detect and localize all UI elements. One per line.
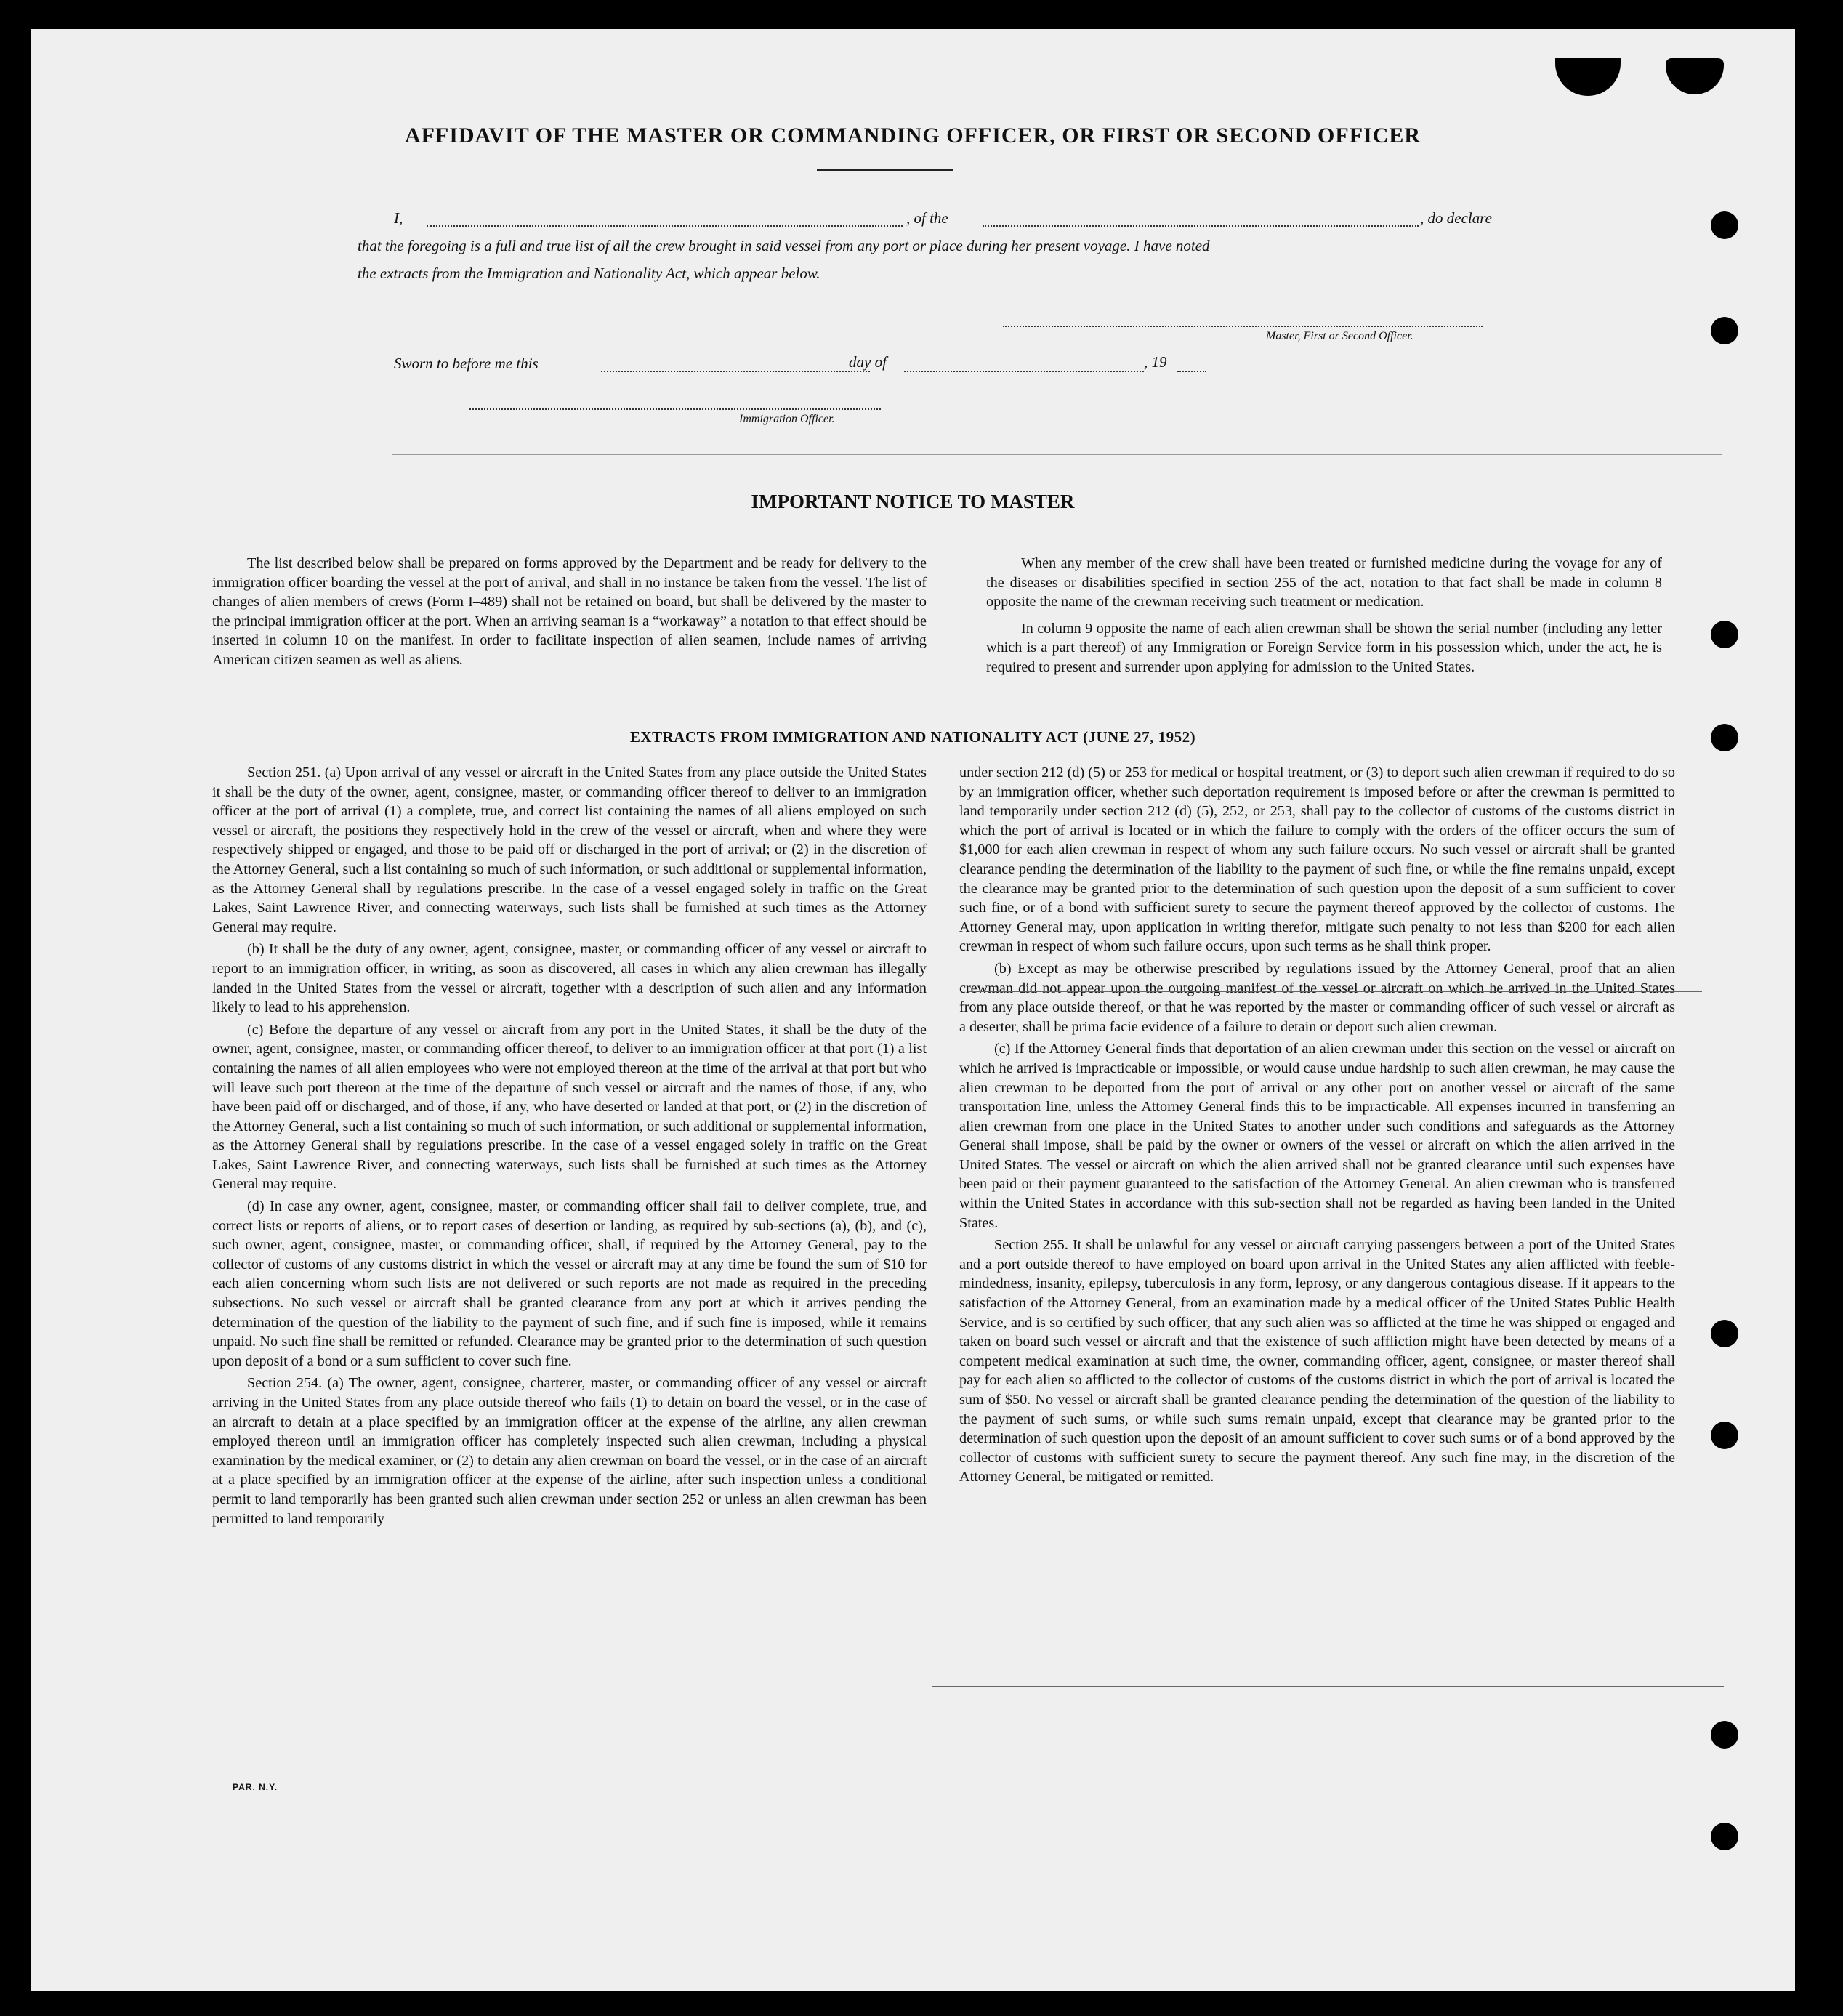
i-label: I, — [394, 209, 403, 227]
printer-mark: PAR. N.Y. — [233, 1782, 278, 1792]
section-254-c: (c) If the Attorney General finds that deportation of an alien crewman under this section on the vessel or aircraft on which he arrived is impracticable or impossible, or would cause undue hardship to such alien crewman, he may cause the alien crewman to be deported from the port of arrival or any other port on another vessel or aircraft of the same transportation line, unless the Attorney General finds this to be impracticable. All expenses incurred in transferring an alien crewman from one place in the United States to another under such conditions and safeguards as the Attorney General shall impose, shall be paid by the owner or owners of the vessel or aircraft on which the alien arrived in the United States. The vessel or aircraft on which the alien arrived shall not be granted clearance until such expenses have been paid or their payment guaranteed to the satisfaction of the Attorney General. An alien crewman who is transferred within the United States in accordance with this sub-section shall not be regarded as having been landed in the United States. — [959, 1041, 1675, 1231]
section-254-a: Section 254. (a) The owner, agent, consignee, charterer, master, or commanding officer of any vessel or aircraft arriving in the United States from any place outside thereof who fails (1) to detain on board the vessel, or in the case of an aircraft to detain at a place specified by an immigration officer at the expense of the airline, any alien crewman employed thereon until an immigration officer has completely inspected such alien crewman, including a physical examination by the medical examiner, or (2) to detain any alien crewman on board the vessel, or in the case of an aircraft at a place specified by an immigration officer at the expense of the airline, after such inspection unless a conditional permit to land temporarily has been granted such alien crewman under section 252 or unless an alien crewman has been permitted to land temporarily — [212, 1375, 927, 1527]
notice-paragraph: In column 9 opposite the name of each alien crewman shall be shown the serial number (including any letter which is a part thereof) of any Immigration or Foreign Service form in his possession which, under the act, he is required to present and surrender upon applying for admission to the United States. — [986, 620, 1662, 675]
punch-hole — [1711, 211, 1738, 239]
section-251-a: Section 251. (a) Upon arrival of any vessel or aircraft in the United States from any place outside the United States it shall be the duty of the owner, agent, consignee, master, or commanding officer thereof to deliver to an immigration officer at the port of arrival (1) a complete, true, and correct list containing the names of all aliens employed on such vessel or aircraft, the positions they respectively hold in the crew of the vessel or aircraft, when and where they were respectively shipped or engaged, and those to be paid off or discharged in the port of arrival; or (2) in the discretion of the Attorney General, such a list containing so much of such information, or such additional or supplemental information, as the Attorney General shall by regulations prescribe. In the case of a vessel engaged solely in traffic on the Great Lakes, Saint Lawrence River, and connecting waterways, such lists shall be furnished at such times as the Attorney General may require. — [212, 765, 927, 935]
day-of-label: day of — [849, 353, 887, 371]
punch-hole — [1711, 621, 1738, 648]
punch-hole — [1711, 317, 1738, 344]
notice-heading: IMPORTANT NOTICE TO MASTER — [751, 491, 1075, 512]
affidavit-title: AFFIDAVIT OF THE MASTER OR COMMANDING OFFICER, OR FIRST OR SECOND OFFICER — [404, 124, 1421, 148]
notice-left-column — [212, 554, 927, 670]
name-field[interactable] — [427, 225, 903, 227]
affidavit-text-line: the extracts from the Immigration and Nationality Act, which appear below. — [358, 265, 820, 282]
section-251-c: (c) Before the departure of any vessel or aircraft from any port in the United States, it shall be the duty of the owner, agent, consignee, master, or commanding officer thereof, to deliver to an immigration officer at that port (1) a list containing the names of all alien employees who were not employed thereon at the time of the arrival at that port but who will leave such port thereon at the time of the departure of such vessel or aircraft and the names of those, if any, who have been paid off or discharged, and of those, if any, who have deserted or landed at that port, or (2) in the discretion of the Attorney General, such a list containing so much of such information, or such additional or supplemental information, as the Attorney General shall by regulations prescribe. In the case of a vessel engaged solely in traffic on the Great Lakes, Saint Lawrence River, and connecting waterways, such lists shall be furnished at such times as the Attorney General may require. — [212, 1021, 927, 1193]
notice-paragraph: When any member of the crew shall have been treated or furnished medicine during the voyage for any of the diseases or disabilities specified in section 255 of the act, notation to that fact shall be made in column 8 opposite the name of the crewman receiving such treatment or medication. — [986, 555, 1662, 610]
section-251-d: (d) In case any owner, agent, consignee, master, or commanding officer shall fail to deliver complete, true, and correct lists or reports of aliens, or to report cases of desertion or landing, as required by sub-sections (a), (b), and (c), such owner, agent, consignee, master, or commanding officer, shall, if required by the Attorney General, pay to the collector of customs of any customs district in which the vessel or aircraft may at any time be found the sum of $10 for each alien concerning whom such lists are not delivered or such reports are not made as required in the preceding subsections. No such vessel or aircraft shall be granted clearance from any port at which it arrives pending the determination of the question of the liability to the payment of such fine, and if such fine is imposed, while it remains unpaid. No such fine shall be remitted or refunded. Clearance may be granted prior to the determination of such question upon deposit of a bond or a sum sufficient to cover such fine. — [212, 1198, 927, 1369]
punch-hole — [1711, 1320, 1738, 1347]
title-underline — [817, 169, 953, 171]
scan-line — [968, 991, 1702, 992]
master-caption: Master, First or Second Officer. — [1266, 330, 1413, 342]
affidavit-text-line: that the foregoing is a full and true list of all the crew brought in said vessel from any port or place during her present voyage. I have noted — [358, 237, 1210, 254]
section-251-b: (b) It shall be the duty of any owner, agent, consignee, master, or commanding officer of any vessel or aircraft to report to an immigration officer, in writing, as soon as discovered, all cases in which any alien crewman has illegally landed in the United States from the vessel or aircraft, together with a description of such alien and any information likely to lead to his apprehension. — [212, 941, 927, 1016]
punch-hole — [1711, 1422, 1738, 1449]
binder-tab-notch — [1666, 58, 1724, 94]
do-declare-label: , do declare — [1420, 209, 1492, 227]
form-page — [31, 29, 1795, 1991]
extracts-right-column — [959, 763, 1675, 1490]
officer-caption: Immigration Officer. — [739, 413, 835, 425]
notice-right-column — [986, 554, 1662, 677]
notice-paragraph: The list described below shall be prepared on forms approved by the Department and be ready for delivery to the immigration officer boarding the vessel at the port of arrival, and shall in no instance be taken from the vessel. The list of changes of alien members of crews (Form I–489) shall not be retained on board, but shall be delivered by the master to the principal immigration officer at the port. When an arriving seaman is a “workaway” a notation to that effect should be inserted in column 10 on the manifest. In order to facilitate inspection of alien seamen, include names of arriving American citizen seamen as well as aliens. — [212, 555, 927, 668]
punch-hole — [1711, 1721, 1738, 1749]
master-signature-field[interactable] — [1003, 326, 1483, 327]
sworn-label: Sworn to before me this — [394, 355, 539, 372]
section-255: Section 255. It shall be unlawful for any vessel or aircraft carrying passengers between a port of the United States and a port outside thereof to have employed on board upon arrival in the United States any alien afflicted with feeble-mindedness, insanity, epilepsy, tuberculosis in any form, leprosy, or any dangerous contagious disease. If it appears to the satisfaction of the Attorney General, from an examination made by a medical officer of the United States Public Health Service, and is so certified by such officer, that any such alien was so afflicted at the time he was shipped or engaged and taken on board such vessel or aircraft and that the existence of such affliction might have been detected by means of a competent medical examination at such time, the owner, commanding officer, agent, consignee, or master thereof shall pay for each alien so afflicted to the collector of customs of the customs district in which the port of arrival is located the sum of $50. No vessel or aircraft shall be granted clearance pending the determination of the question of the liability to the payment of such sums, or while such sums remain unpaid, except that clearance may be granted prior to the determination of such question upon the deposit of an amount sufficient to cover such sums or of a bond approved by the collector of customs with sufficient surety to secure the payment thereof. Any such fine may, in the discretion of the Attorney General, be mitigated or remitted. — [959, 1237, 1675, 1485]
extracts-left-column — [212, 763, 927, 1531]
section-254-a-continued: under section 212 (d) (5) or 253 for medical or hospital treatment, or (3) to deport such alien crewman if required to do so by an immigration officer, whether such deportation requirement is imposed before or after the crewman is permitted to land temporarily under section 212 (d) (5), 252, or 253, shall pay to the collector of customs of the customs district in which the port of arrival is located or in which the failure to comply with the orders of the officer occurs the sum of $1,000 for each alien crewman in respect of whom any such failure occurs. No such vessel or aircraft shall be granted clearance pending the determination of the liability to the payment of such fine, or while the fine remains unpaid, except the clearance may be granted prior to the determination of such question upon the deposit of a sum sufficient to cover such fine, or of a bond with sufficient surety to secure the payment thereof approved by the collector of customs. The Attorney General may, upon application in writing therefor, mitigate such penalty to not less than $200 for each alien crewman in respect of whom such failure occurs, upon such terms as he shall think proper. — [959, 765, 1675, 955]
section-254-b: (b) Except as may be otherwise prescribed by regulations issued by the Attorney General, proof that an alien crewman did not appear upon the outgoing manifest of the vessel or aircraft on which he arrived in the United States from any place outside thereof, or that he was reported by the master or commanding officer of such vessel or aircraft as a deserter, shall be prima facie evidence of a failure to detain or deport such alien crewman. — [959, 960, 1675, 1035]
punch-hole — [1711, 1823, 1738, 1850]
sworn-month-field[interactable] — [904, 371, 1144, 372]
extracts-heading: EXTRACTS FROM IMMIGRATION AND NATIONALITY ACT (JUNE 27, 1952) — [629, 728, 1196, 746]
vessel-field[interactable] — [983, 225, 1419, 227]
year-label: , 19 — [1144, 353, 1167, 371]
of-the-label: , of the — [906, 209, 948, 227]
sworn-day-field[interactable] — [601, 371, 870, 372]
sworn-year-field[interactable] — [1177, 371, 1206, 372]
officer-signature-field[interactable] — [469, 408, 881, 410]
binder-tab-notch — [1555, 58, 1621, 96]
scan-line — [932, 1686, 1724, 1687]
section-divider — [392, 454, 1722, 455]
